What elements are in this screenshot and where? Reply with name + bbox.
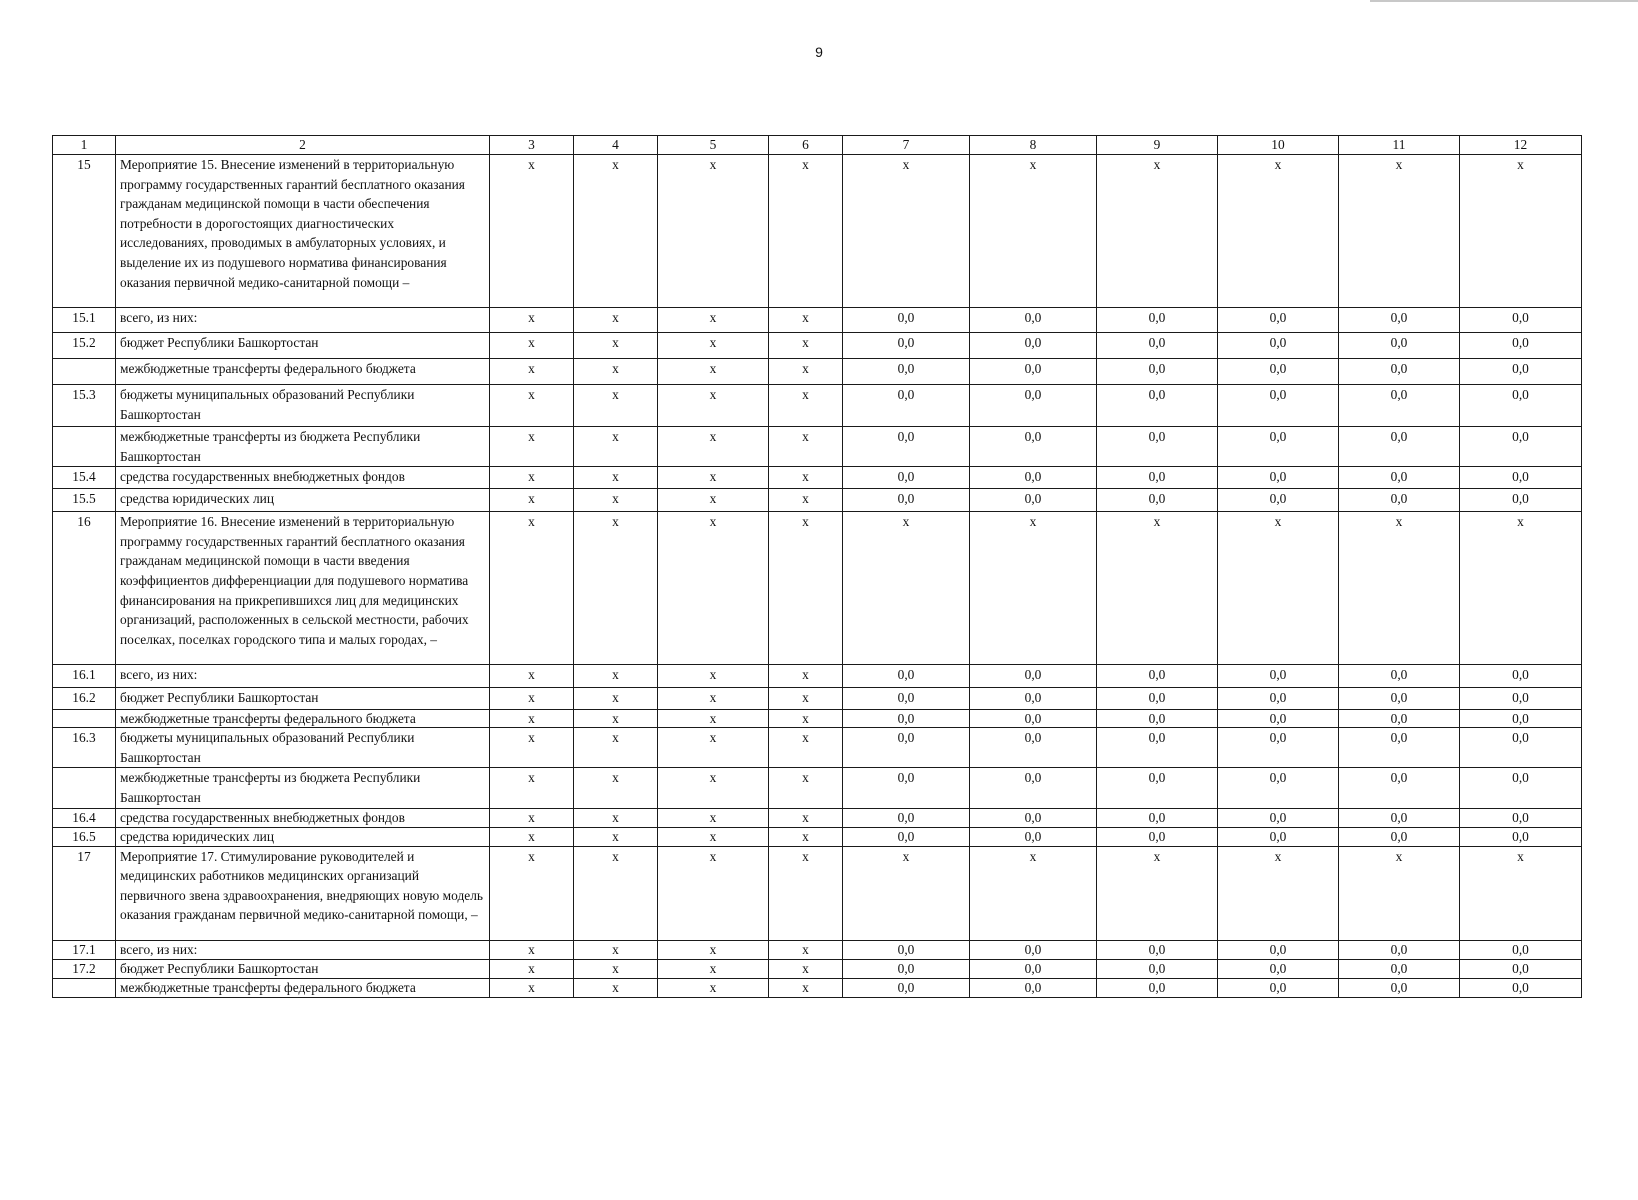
value-cell: 0,0: [970, 959, 1097, 978]
table-row: [53, 359, 1582, 385]
value-cell: 0,0: [1460, 385, 1582, 427]
row-description-cell: межбюджетные трансферты федерального бюджета: [116, 710, 490, 728]
value-cell: х: [658, 978, 769, 997]
value-cell: х: [490, 489, 574, 512]
row-description-cell: бюджет Республики Башкортостан: [116, 333, 490, 359]
row-number-cell: [53, 359, 116, 385]
row-description-cell: бюджеты муниципальных образований Республики Башкортостан: [116, 728, 490, 768]
table-row: [53, 665, 1582, 688]
value-cell: 0,0: [1218, 308, 1339, 333]
value-cell: 0,0: [1460, 827, 1582, 846]
value-cell: 0,0: [1218, 978, 1339, 997]
row-number-cell: 17.2: [53, 959, 116, 978]
value-cell: х: [574, 846, 658, 940]
column-number-cell: 9: [1097, 136, 1218, 155]
value-cell: х: [574, 385, 658, 427]
value-cell: 0,0: [1097, 959, 1218, 978]
table-row: [53, 155, 1582, 308]
value-cell: 0,0: [1097, 427, 1218, 467]
value-cell: 0,0: [970, 359, 1097, 385]
value-cell: 0,0: [1460, 359, 1582, 385]
value-cell: х: [574, 665, 658, 688]
row-description-cell: межбюджетные трансферты из бюджета Республики Башкортостан: [116, 427, 490, 467]
value-cell: х: [658, 359, 769, 385]
column-number-cell: 8: [970, 136, 1097, 155]
value-cell: х: [490, 827, 574, 846]
value-cell: 0,0: [1097, 665, 1218, 688]
value-cell: 0,0: [970, 489, 1097, 512]
value-cell: х: [490, 467, 574, 489]
value-cell: х: [658, 768, 769, 808]
table-row: [53, 728, 1582, 768]
value-cell: х: [490, 359, 574, 385]
row-number-cell: [53, 710, 116, 728]
row-number-cell: [53, 768, 116, 808]
table-row: [53, 768, 1582, 808]
budget-table: [52, 135, 1582, 998]
row-description-cell: всего, из них:: [116, 308, 490, 333]
page-number: 9: [815, 44, 823, 60]
row-number-cell: 16.4: [53, 808, 116, 827]
value-cell: х: [658, 665, 769, 688]
value-cell: 0,0: [1339, 308, 1460, 333]
row-number-cell: 15.5: [53, 489, 116, 512]
value-cell: х: [658, 308, 769, 333]
table-row: [53, 427, 1582, 467]
value-cell: 0,0: [1218, 688, 1339, 710]
column-number-row: [53, 136, 1582, 155]
value-cell: х: [658, 688, 769, 710]
value-cell: 0,0: [1460, 333, 1582, 359]
column-number-cell: 10: [1218, 136, 1339, 155]
value-cell: х: [769, 827, 843, 846]
value-cell: 0,0: [1097, 710, 1218, 728]
value-cell: 0,0: [1460, 308, 1582, 333]
value-cell: 0,0: [843, 665, 970, 688]
value-cell: 0,0: [1339, 940, 1460, 959]
value-cell: х: [658, 710, 769, 728]
value-cell: 0,0: [1339, 808, 1460, 827]
value-cell: х: [574, 155, 658, 308]
value-cell: 0,0: [1460, 728, 1582, 768]
value-cell: 0,0: [970, 978, 1097, 997]
column-number-cell: 7: [843, 136, 970, 155]
value-cell: 0,0: [1460, 489, 1582, 512]
value-cell: 0,0: [1460, 978, 1582, 997]
value-cell: х: [1339, 846, 1460, 940]
value-cell: х: [658, 808, 769, 827]
value-cell: х: [490, 512, 574, 665]
value-cell: 0,0: [843, 333, 970, 359]
value-cell: х: [1460, 512, 1582, 665]
value-cell: 0,0: [843, 385, 970, 427]
value-cell: 0,0: [1218, 385, 1339, 427]
row-description-cell: Мероприятие 17. Стимулирование руководителей и медицинских работников медицинских организаций первичного звена здравоохранения, внедряющих новую модель оказания гражданам первичной медико-санитарной помощи, –: [116, 846, 490, 940]
row-number-cell: 16.3: [53, 728, 116, 768]
row-description-cell: бюджет Республики Башкортостан: [116, 959, 490, 978]
row-number-cell: 16.1: [53, 665, 116, 688]
value-cell: х: [490, 333, 574, 359]
value-cell: х: [843, 155, 970, 308]
value-cell: х: [769, 467, 843, 489]
scan-edge-line: [1370, 0, 1638, 2]
value-cell: 0,0: [1339, 827, 1460, 846]
value-cell: х: [490, 940, 574, 959]
row-number-cell: 15.3: [53, 385, 116, 427]
value-cell: х: [769, 665, 843, 688]
value-cell: х: [769, 978, 843, 997]
row-description-cell: всего, из них:: [116, 665, 490, 688]
value-cell: х: [769, 688, 843, 710]
row-description-cell: всего, из них:: [116, 940, 490, 959]
value-cell: х: [769, 959, 843, 978]
value-cell: 0,0: [1339, 665, 1460, 688]
value-cell: х: [574, 489, 658, 512]
row-description-cell: средства государственных внебюджетных фондов: [116, 467, 490, 489]
value-cell: х: [658, 385, 769, 427]
value-cell: 0,0: [1339, 333, 1460, 359]
value-cell: х: [658, 846, 769, 940]
value-cell: х: [658, 489, 769, 512]
value-cell: х: [490, 427, 574, 467]
value-cell: 0,0: [1097, 940, 1218, 959]
value-cell: 0,0: [1218, 710, 1339, 728]
row-number-cell: 15.2: [53, 333, 116, 359]
value-cell: х: [574, 768, 658, 808]
table-row: [53, 385, 1582, 427]
value-cell: х: [658, 333, 769, 359]
row-number-cell: 17.1: [53, 940, 116, 959]
value-cell: х: [769, 308, 843, 333]
value-cell: 0,0: [1218, 489, 1339, 512]
value-cell: х: [769, 155, 843, 308]
value-cell: х: [658, 827, 769, 846]
value-cell: х: [574, 512, 658, 665]
value-cell: 0,0: [1460, 665, 1582, 688]
value-cell: 0,0: [1218, 467, 1339, 489]
value-cell: х: [658, 155, 769, 308]
value-cell: х: [574, 359, 658, 385]
value-cell: х: [769, 427, 843, 467]
value-cell: 0,0: [970, 385, 1097, 427]
value-cell: 0,0: [1460, 688, 1582, 710]
value-cell: х: [769, 728, 843, 768]
row-description-cell: Мероприятие 16. Внесение изменений в территориальную программу государственных гарантий бесплатного оказания гражданам медицинской помощи в части введения коэффициентов дифференциации для подушевого норматива финансирования на прикрепившихся лиц для медицинских организаций, расположенных в сельской местности, рабочих поселках, поселках городского типа и малых городах, –: [116, 512, 490, 665]
row-number-cell: 15: [53, 155, 116, 308]
row-number-cell: 16.2: [53, 688, 116, 710]
value-cell: 0,0: [1339, 959, 1460, 978]
value-cell: 0,0: [1097, 308, 1218, 333]
column-number-cell: 5: [658, 136, 769, 155]
value-cell: х: [574, 467, 658, 489]
row-number-cell: [53, 427, 116, 467]
value-cell: 0,0: [1460, 467, 1582, 489]
value-cell: х: [574, 333, 658, 359]
value-cell: х: [574, 427, 658, 467]
value-cell: 0,0: [1218, 728, 1339, 768]
value-cell: 0,0: [1460, 710, 1582, 728]
row-description-cell: бюджеты муниципальных образований Республики Башкортостан: [116, 385, 490, 427]
value-cell: 0,0: [843, 827, 970, 846]
value-cell: 0,0: [1097, 768, 1218, 808]
value-cell: х: [658, 940, 769, 959]
value-cell: 0,0: [1339, 427, 1460, 467]
value-cell: 0,0: [970, 467, 1097, 489]
value-cell: 0,0: [1218, 808, 1339, 827]
value-cell: х: [574, 827, 658, 846]
value-cell: 0,0: [1097, 808, 1218, 827]
value-cell: х: [574, 959, 658, 978]
value-cell: х: [843, 512, 970, 665]
row-description-cell: межбюджетные трансферты федерального бюджета: [116, 978, 490, 997]
value-cell: х: [1218, 155, 1339, 308]
row-description-cell: межбюджетные трансферты из бюджета Республики Башкортостан: [116, 768, 490, 808]
value-cell: х: [658, 959, 769, 978]
table-row: [53, 827, 1582, 846]
row-number-cell: [53, 978, 116, 997]
value-cell: х: [1218, 846, 1339, 940]
value-cell: х: [1097, 512, 1218, 665]
row-description-cell: средства государственных внебюджетных фондов: [116, 808, 490, 827]
value-cell: 0,0: [1097, 827, 1218, 846]
value-cell: 0,0: [970, 427, 1097, 467]
value-cell: х: [769, 808, 843, 827]
value-cell: 0,0: [1218, 940, 1339, 959]
value-cell: х: [1218, 512, 1339, 665]
value-cell: 0,0: [1339, 710, 1460, 728]
table-row: [53, 978, 1582, 997]
value-cell: х: [769, 846, 843, 940]
value-cell: х: [490, 665, 574, 688]
value-cell: х: [970, 512, 1097, 665]
value-cell: х: [970, 155, 1097, 308]
value-cell: х: [658, 467, 769, 489]
value-cell: х: [658, 512, 769, 665]
value-cell: х: [490, 728, 574, 768]
value-cell: 0,0: [1097, 489, 1218, 512]
value-cell: 0,0: [970, 827, 1097, 846]
value-cell: 0,0: [970, 710, 1097, 728]
table-body: [53, 136, 1582, 998]
value-cell: х: [1339, 512, 1460, 665]
value-cell: х: [490, 688, 574, 710]
table-row: [53, 959, 1582, 978]
value-cell: х: [490, 155, 574, 308]
value-cell: 0,0: [1218, 768, 1339, 808]
value-cell: х: [769, 940, 843, 959]
value-cell: 0,0: [1339, 978, 1460, 997]
value-cell: 0,0: [1460, 940, 1582, 959]
row-number-cell: 15.4: [53, 467, 116, 489]
value-cell: 0,0: [1218, 959, 1339, 978]
value-cell: х: [490, 385, 574, 427]
value-cell: х: [769, 710, 843, 728]
value-cell: х: [574, 688, 658, 710]
table-row: [53, 333, 1582, 359]
table-row: [53, 846, 1582, 940]
value-cell: х: [1097, 846, 1218, 940]
table-row: [53, 512, 1582, 665]
value-cell: 0,0: [1339, 688, 1460, 710]
table-row: [53, 940, 1582, 959]
value-cell: х: [490, 308, 574, 333]
value-cell: 0,0: [1339, 385, 1460, 427]
row-number-cell: 16: [53, 512, 116, 665]
value-cell: 0,0: [843, 728, 970, 768]
value-cell: 0,0: [1339, 768, 1460, 808]
value-cell: х: [769, 333, 843, 359]
row-description-cell: средства юридических лиц: [116, 489, 490, 512]
row-description-cell: бюджет Республики Башкортостан: [116, 688, 490, 710]
value-cell: 0,0: [1097, 333, 1218, 359]
value-cell: 0,0: [843, 940, 970, 959]
value-cell: 0,0: [1218, 427, 1339, 467]
value-cell: 0,0: [1218, 827, 1339, 846]
value-cell: 0,0: [1097, 467, 1218, 489]
value-cell: 0,0: [1339, 489, 1460, 512]
value-cell: х: [970, 846, 1097, 940]
value-cell: 0,0: [1460, 768, 1582, 808]
table-row: [53, 308, 1582, 333]
value-cell: х: [574, 940, 658, 959]
value-cell: 0,0: [1339, 728, 1460, 768]
column-number-cell: 6: [769, 136, 843, 155]
value-cell: х: [574, 308, 658, 333]
value-cell: х: [769, 385, 843, 427]
value-cell: х: [1460, 155, 1582, 308]
value-cell: х: [1097, 155, 1218, 308]
value-cell: 0,0: [970, 333, 1097, 359]
value-cell: х: [769, 768, 843, 808]
column-number-cell: 2: [116, 136, 490, 155]
value-cell: х: [1339, 155, 1460, 308]
value-cell: 0,0: [843, 768, 970, 808]
value-cell: 0,0: [1460, 808, 1582, 827]
row-description-cell: межбюджетные трансферты федерального бюджета: [116, 359, 490, 385]
value-cell: х: [843, 846, 970, 940]
column-number-cell: 11: [1339, 136, 1460, 155]
value-cell: 0,0: [843, 978, 970, 997]
value-cell: х: [490, 959, 574, 978]
value-cell: 0,0: [1218, 359, 1339, 385]
row-number-cell: 16.5: [53, 827, 116, 846]
table-row: [53, 467, 1582, 489]
value-cell: 0,0: [843, 688, 970, 710]
value-cell: 0,0: [843, 710, 970, 728]
value-cell: 0,0: [1460, 959, 1582, 978]
value-cell: 0,0: [1218, 333, 1339, 359]
value-cell: 0,0: [1339, 359, 1460, 385]
value-cell: 0,0: [1097, 978, 1218, 997]
value-cell: х: [490, 710, 574, 728]
value-cell: х: [490, 846, 574, 940]
value-cell: х: [769, 489, 843, 512]
value-cell: 0,0: [843, 959, 970, 978]
column-number-cell: 3: [490, 136, 574, 155]
value-cell: 0,0: [970, 308, 1097, 333]
value-cell: 0,0: [1097, 385, 1218, 427]
table-row: [53, 489, 1582, 512]
value-cell: х: [658, 427, 769, 467]
column-number-cell: 4: [574, 136, 658, 155]
table-row: [53, 710, 1582, 728]
value-cell: х: [574, 728, 658, 768]
table-row: [53, 688, 1582, 710]
value-cell: х: [574, 808, 658, 827]
column-number-cell: 12: [1460, 136, 1582, 155]
value-cell: х: [658, 728, 769, 768]
column-number-cell: 1: [53, 136, 116, 155]
value-cell: 0,0: [1218, 665, 1339, 688]
value-cell: х: [490, 978, 574, 997]
value-cell: 0,0: [843, 427, 970, 467]
value-cell: х: [574, 710, 658, 728]
value-cell: 0,0: [1097, 359, 1218, 385]
value-cell: 0,0: [970, 940, 1097, 959]
value-cell: 0,0: [970, 688, 1097, 710]
row-number-cell: 17: [53, 846, 116, 940]
value-cell: х: [769, 512, 843, 665]
value-cell: 0,0: [843, 308, 970, 333]
value-cell: 0,0: [970, 728, 1097, 768]
value-cell: 0,0: [970, 665, 1097, 688]
value-cell: х: [490, 808, 574, 827]
value-cell: 0,0: [843, 359, 970, 385]
value-cell: 0,0: [1460, 427, 1582, 467]
value-cell: х: [490, 768, 574, 808]
value-cell: 0,0: [843, 489, 970, 512]
value-cell: х: [574, 978, 658, 997]
value-cell: 0,0: [1339, 467, 1460, 489]
value-cell: 0,0: [970, 808, 1097, 827]
row-description-cell: Мероприятие 15. Внесение изменений в территориальную программу государственных гарантий бесплатного оказания гражданам медицинской помощи в части обеспечения потребности в дорогостоящих диагностических исследованиях, проводимых в амбулаторных условиях, и выделение их из подушевого норматива финансирования оказания первичной медико-санитарной помощи –: [116, 155, 490, 308]
value-cell: 0,0: [843, 808, 970, 827]
value-cell: 0,0: [1097, 728, 1218, 768]
value-cell: 0,0: [970, 768, 1097, 808]
value-cell: х: [769, 359, 843, 385]
row-number-cell: 15.1: [53, 308, 116, 333]
table-row: [53, 808, 1582, 827]
row-description-cell: средства юридических лиц: [116, 827, 490, 846]
value-cell: х: [1460, 846, 1582, 940]
value-cell: 0,0: [843, 467, 970, 489]
value-cell: 0,0: [1097, 688, 1218, 710]
